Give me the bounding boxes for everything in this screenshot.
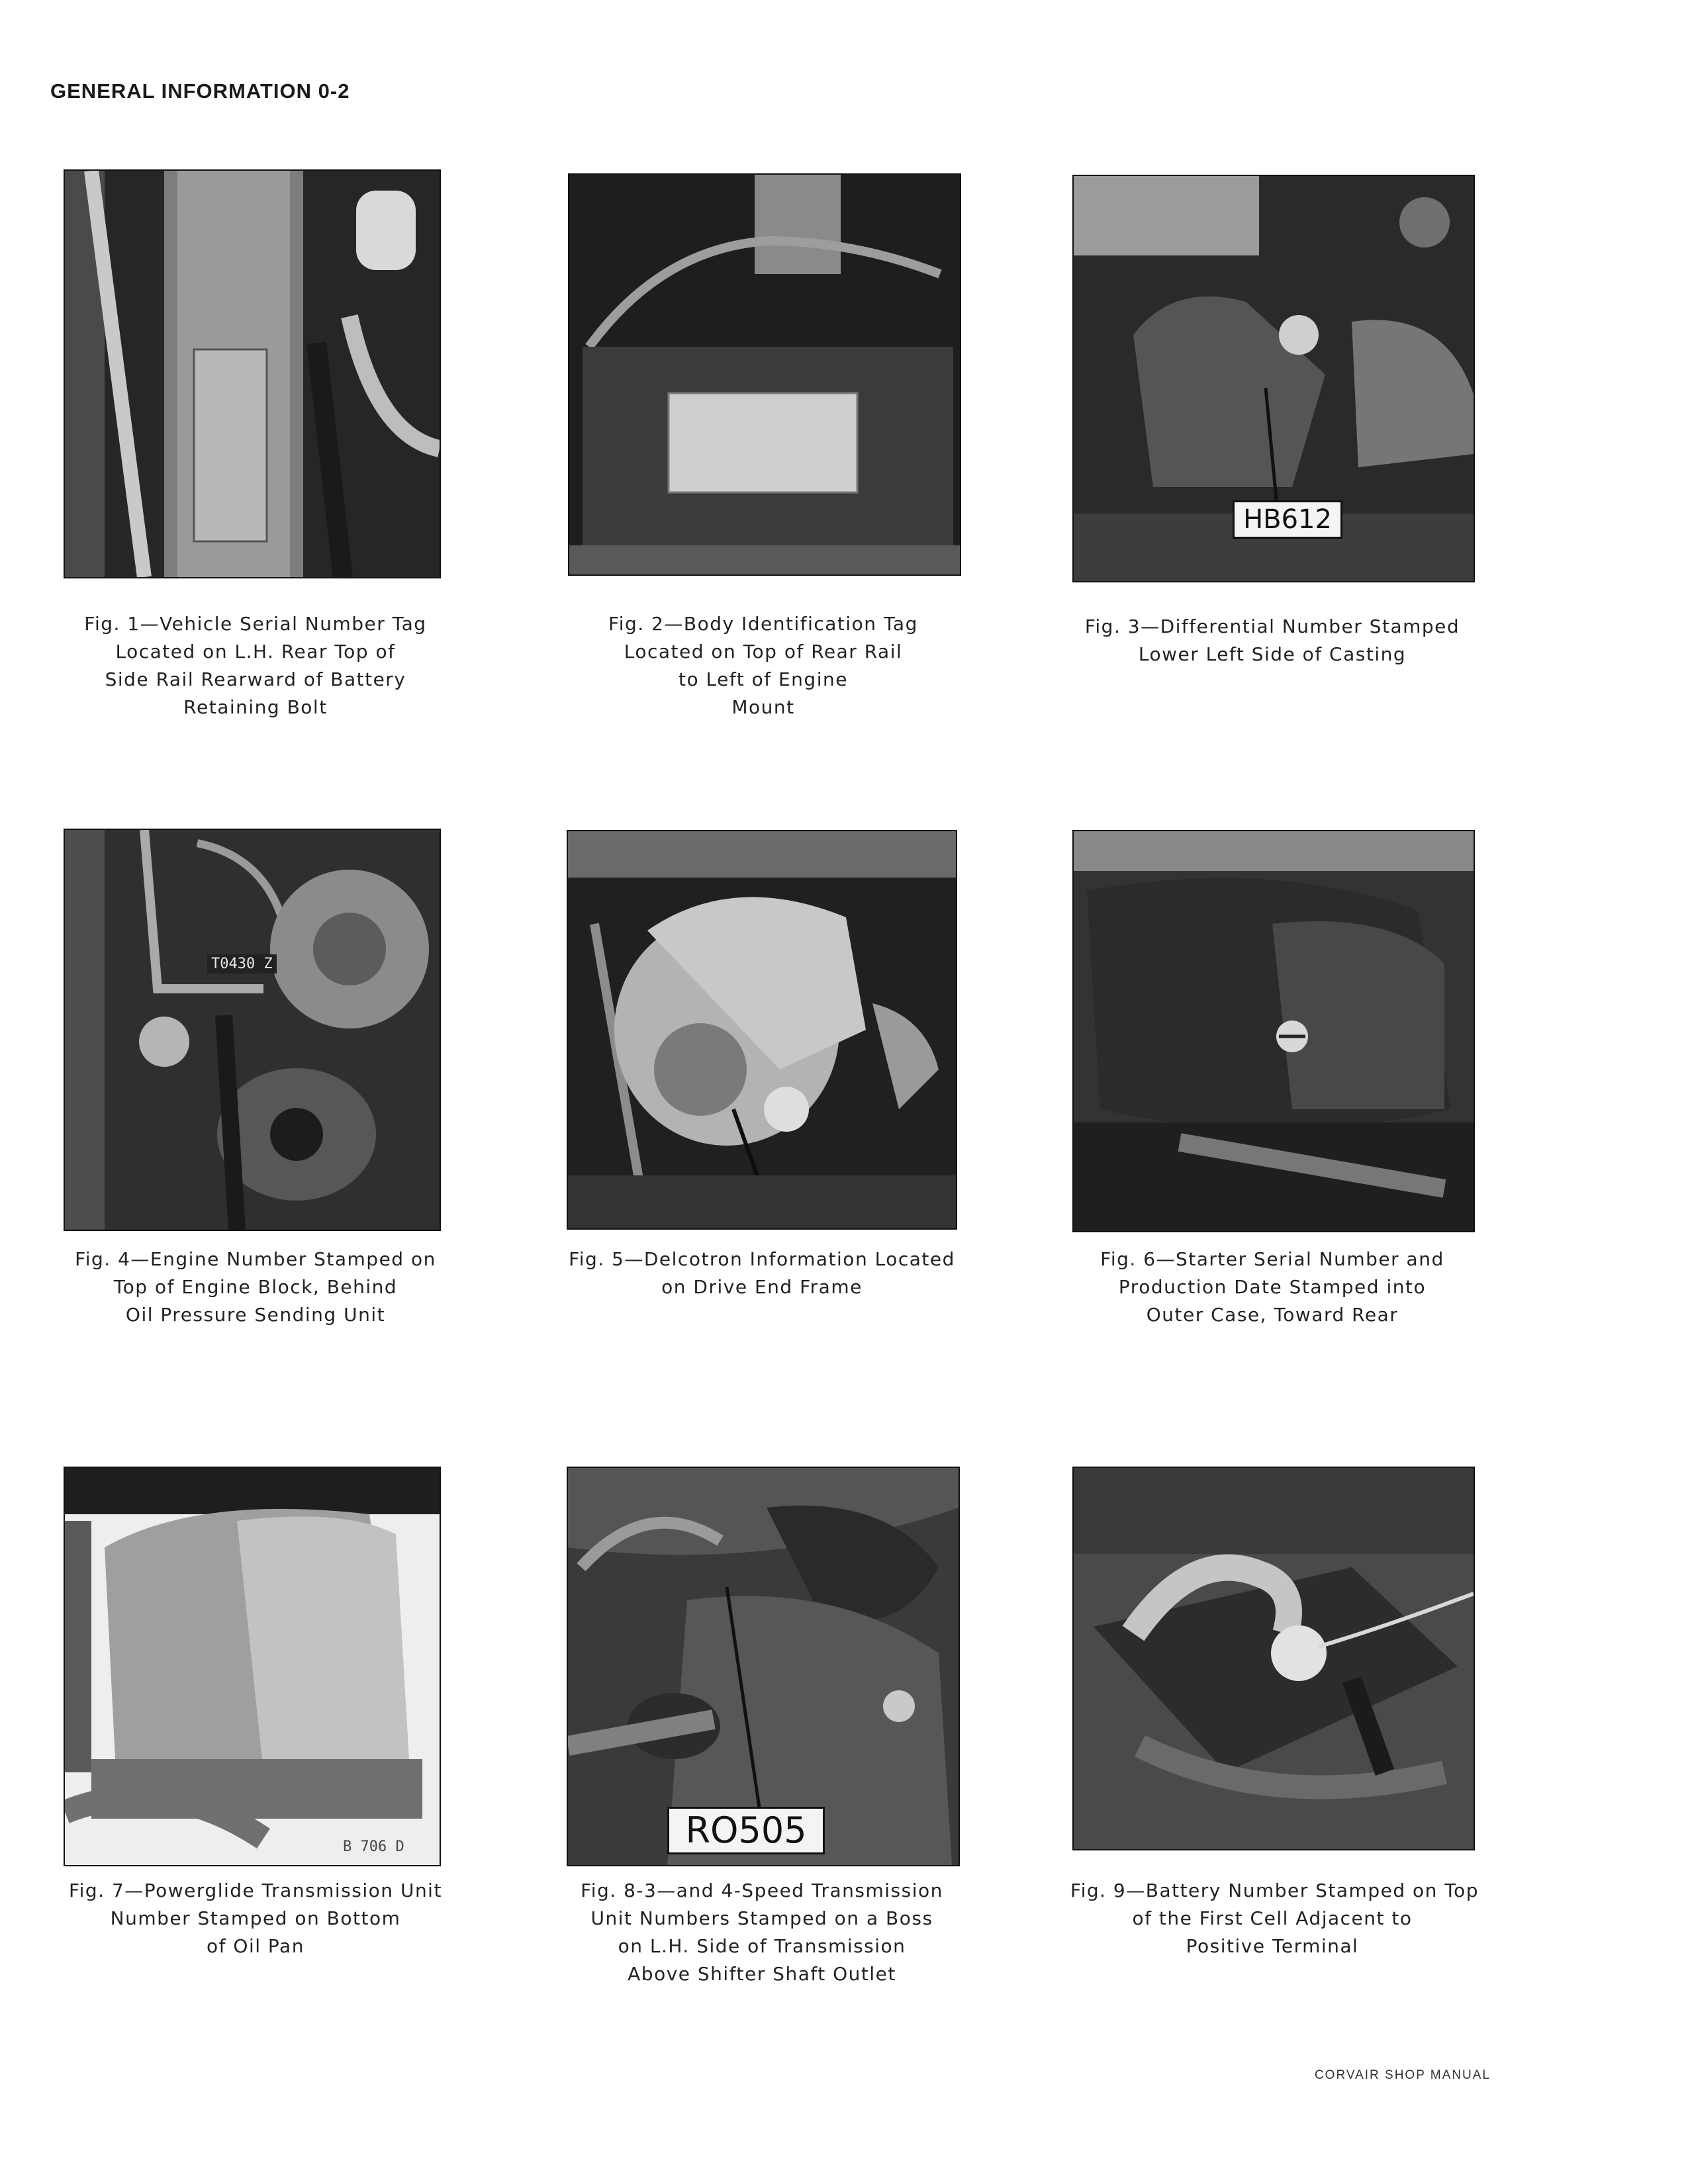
caption-line: Located on L.H. Rear Top of <box>115 641 396 662</box>
fig-7-stamp: B 706 D <box>343 1839 404 1855</box>
caption-line: Fig. 4—Engine Number Stamped on <box>75 1248 436 1270</box>
caption-line: Fig. 3—Differential Number Stamped <box>1084 615 1460 637</box>
caption-line: Lower Left Side of Casting <box>1138 643 1407 665</box>
caption-line: to Left of Engine <box>679 668 848 690</box>
caption-line: Fig. 5—Delcotron Information Located <box>569 1248 955 1270</box>
caption-line: Side Rail Rearward of Battery <box>105 668 406 690</box>
caption-line: Retaining Bolt <box>183 696 328 718</box>
caption-line: on L.H. Side of Transmission <box>618 1935 906 1957</box>
caption-line: of the First Cell Adjacent to <box>1132 1907 1413 1929</box>
caption-line: Located on Top of Rear Rail <box>624 641 903 662</box>
caption-line: Fig. 1—Vehicle Serial Number Tag <box>84 613 427 635</box>
fig-1-photo <box>64 169 441 578</box>
caption-line: on Drive End Frame <box>661 1276 863 1298</box>
fig-7-photo <box>64 1467 441 1866</box>
caption-line: Fig. 8-3—and 4-Speed Transmission <box>581 1880 943 1901</box>
fig-2-photo <box>568 173 961 576</box>
caption-line: Fig. 6—Starter Serial Number and <box>1100 1248 1444 1270</box>
caption-line: Above Shifter Shaft Outlet <box>628 1963 896 1985</box>
page-footer: CORVAIR SHOP MANUAL <box>1314 2068 1491 2082</box>
fig-8-caption <box>560 1877 964 1988</box>
caption-line: Production Date Stamped into <box>1118 1276 1427 1298</box>
fig-3-caption <box>1070 613 1474 668</box>
caption-line: Number Stamped on Bottom <box>110 1907 401 1929</box>
fig-3-photo <box>1072 175 1475 582</box>
fig-9-caption <box>1070 1877 1479 1960</box>
caption-line: Unit Numbers Stamped on a Boss <box>590 1907 933 1929</box>
fig-5-photo <box>567 830 957 1230</box>
caption-line: Fig. 7—Powerglide Transmission Unit <box>69 1880 442 1901</box>
caption-line: Fig. 2—Body Identification Tag <box>608 613 918 635</box>
fig-5-caption <box>560 1246 964 1301</box>
fig-6-photo <box>1072 830 1475 1232</box>
fig-4-photo <box>64 829 441 1231</box>
page-header: GENERAL INFORMATION 0-2 <box>50 79 350 103</box>
fig-7-caption <box>50 1877 461 1960</box>
caption-line: Outer Case, Toward Rear <box>1146 1304 1399 1326</box>
caption-line: Positive Terminal <box>1186 1935 1359 1957</box>
fig-3-callout: HB612 <box>1233 500 1342 539</box>
caption-line: of Oil Pan <box>207 1935 305 1957</box>
fig-1-caption <box>50 610 461 721</box>
fig-8-photo <box>567 1467 960 1866</box>
fig-4-stamp: T0430 Z <box>207 954 277 974</box>
caption-line: Top of Engine Block, Behind <box>113 1276 398 1298</box>
caption-line: Mount <box>731 696 795 718</box>
fig-8-callout: RO505 <box>667 1807 825 1854</box>
caption-line: Fig. 9—Battery Number Stamped on Top <box>1070 1880 1479 1901</box>
caption-line: Oil Pressure Sending Unit <box>125 1304 386 1326</box>
fig-2-caption <box>565 610 962 721</box>
fig-4-caption <box>50 1246 461 1329</box>
fig-9-photo <box>1072 1467 1475 1850</box>
fig-6-caption <box>1070 1246 1474 1329</box>
